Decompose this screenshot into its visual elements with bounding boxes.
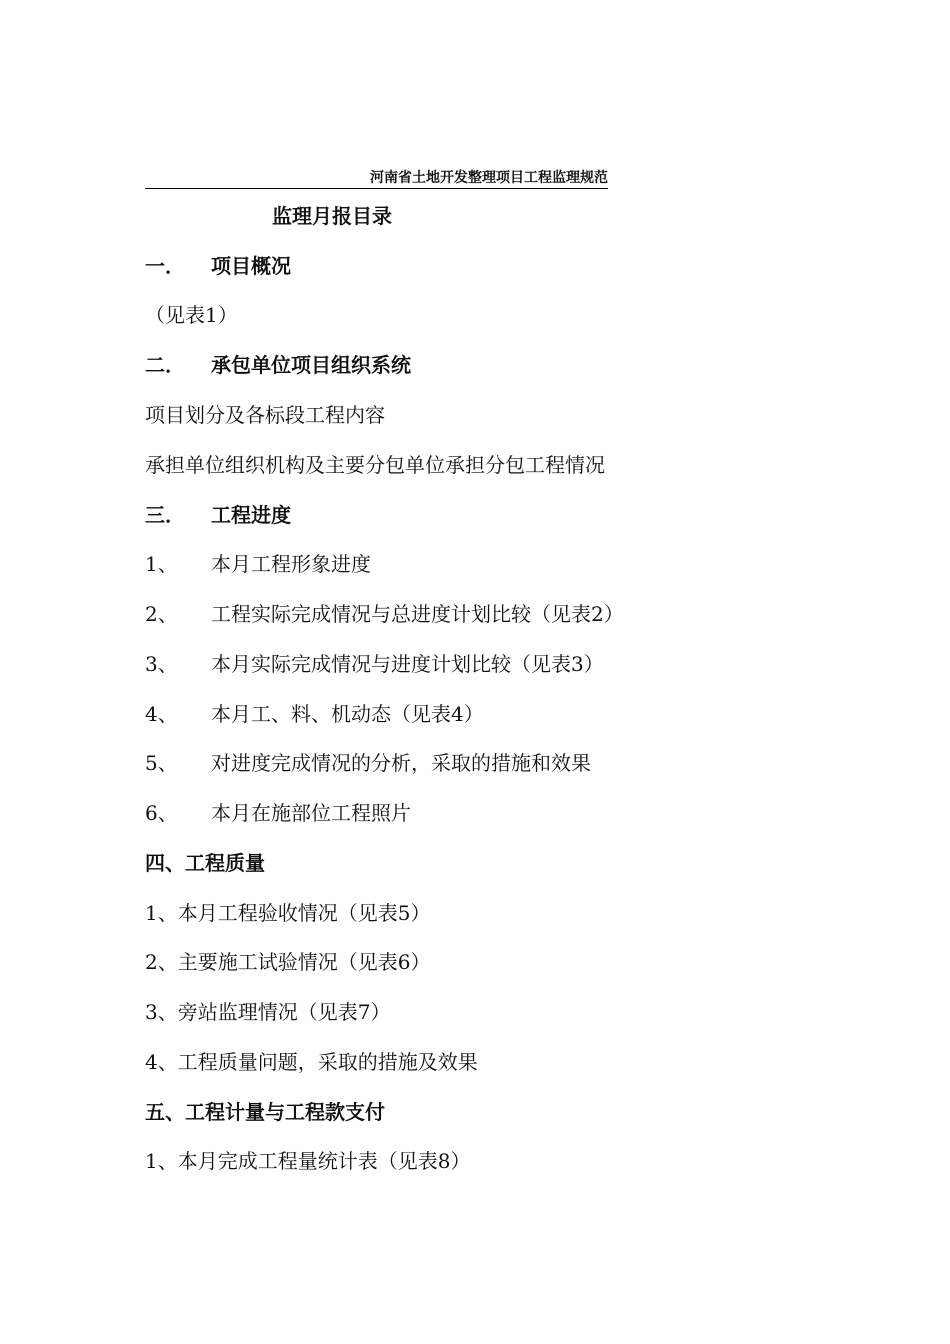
toc-item-text: 对进度完成情况的分析，采取的措施和效果	[211, 751, 591, 775]
toc-item-text: 本月在施部位工程照片	[211, 801, 411, 825]
toc-item	[145, 301, 238, 329]
section-title: 四、工程质量	[145, 851, 265, 875]
toc-item	[145, 600, 624, 628]
section-heading	[145, 501, 291, 529]
section-heading	[145, 252, 291, 280]
toc-item-text: 工程实际完成情况与总进度计划比较（见表2）	[211, 602, 624, 626]
section-title: 工程进度	[211, 503, 291, 527]
section-number: 二．	[145, 353, 185, 377]
section-heading	[145, 351, 411, 379]
item-number: 1、	[145, 552, 178, 576]
toc-item-text: 1、本月完成工程量统计表（见表8）	[145, 1149, 471, 1173]
toc-item	[145, 550, 371, 578]
item-number: 2、	[145, 602, 178, 626]
toc-item-text: 本月工、料、机动态（见表4）	[211, 702, 484, 726]
section-number: 三．	[145, 503, 185, 527]
item-number: 4、	[145, 702, 178, 726]
section-title: 项目概况	[211, 254, 291, 278]
toc-item-text: 3、旁站监理情况（见表7）	[145, 1000, 391, 1024]
toc-item	[145, 799, 411, 827]
item-number: 6、	[145, 801, 178, 825]
document-title: 监理月报目录	[272, 204, 392, 228]
toc-item-text: 本月实际完成情况与进度计划比较（见表3）	[211, 652, 604, 676]
toc-item	[145, 749, 591, 777]
toc-item	[145, 1048, 478, 1076]
item-number: 5、	[145, 751, 178, 775]
toc-item	[145, 700, 484, 728]
toc-item	[145, 451, 605, 479]
item-number: 3、	[145, 652, 178, 676]
toc-item-text: 1、本月工程验收情况（见表5）	[145, 901, 431, 925]
toc-item-text: 本月工程形象进度	[211, 552, 371, 576]
toc-item	[145, 899, 430, 927]
toc-item	[145, 401, 385, 429]
toc-item	[145, 948, 430, 976]
section-heading	[145, 849, 265, 877]
toc-item-text: 2、主要施工试验情况（见表6）	[145, 950, 431, 974]
toc-item-text: 承担单位组织机构及主要分包单位承担分包工程情况	[145, 453, 605, 477]
toc-item-text: （见表1）	[145, 303, 238, 327]
page-header: 河南省土地开发整理项目工程监理规范	[145, 168, 608, 189]
toc-item-text: 4、工程质量问题，采取的措施及效果	[145, 1050, 478, 1074]
toc-item-text: 项目划分及各标段工程内容	[145, 403, 385, 427]
toc-item	[145, 998, 390, 1026]
section-title: 五、工程计量与工程款支付	[145, 1100, 385, 1124]
section-heading	[145, 1098, 385, 1126]
toc-item	[145, 650, 604, 678]
section-title: 承包单位项目组织系统	[211, 353, 411, 377]
section-number: 一．	[145, 254, 185, 278]
toc-item	[145, 1147, 470, 1175]
